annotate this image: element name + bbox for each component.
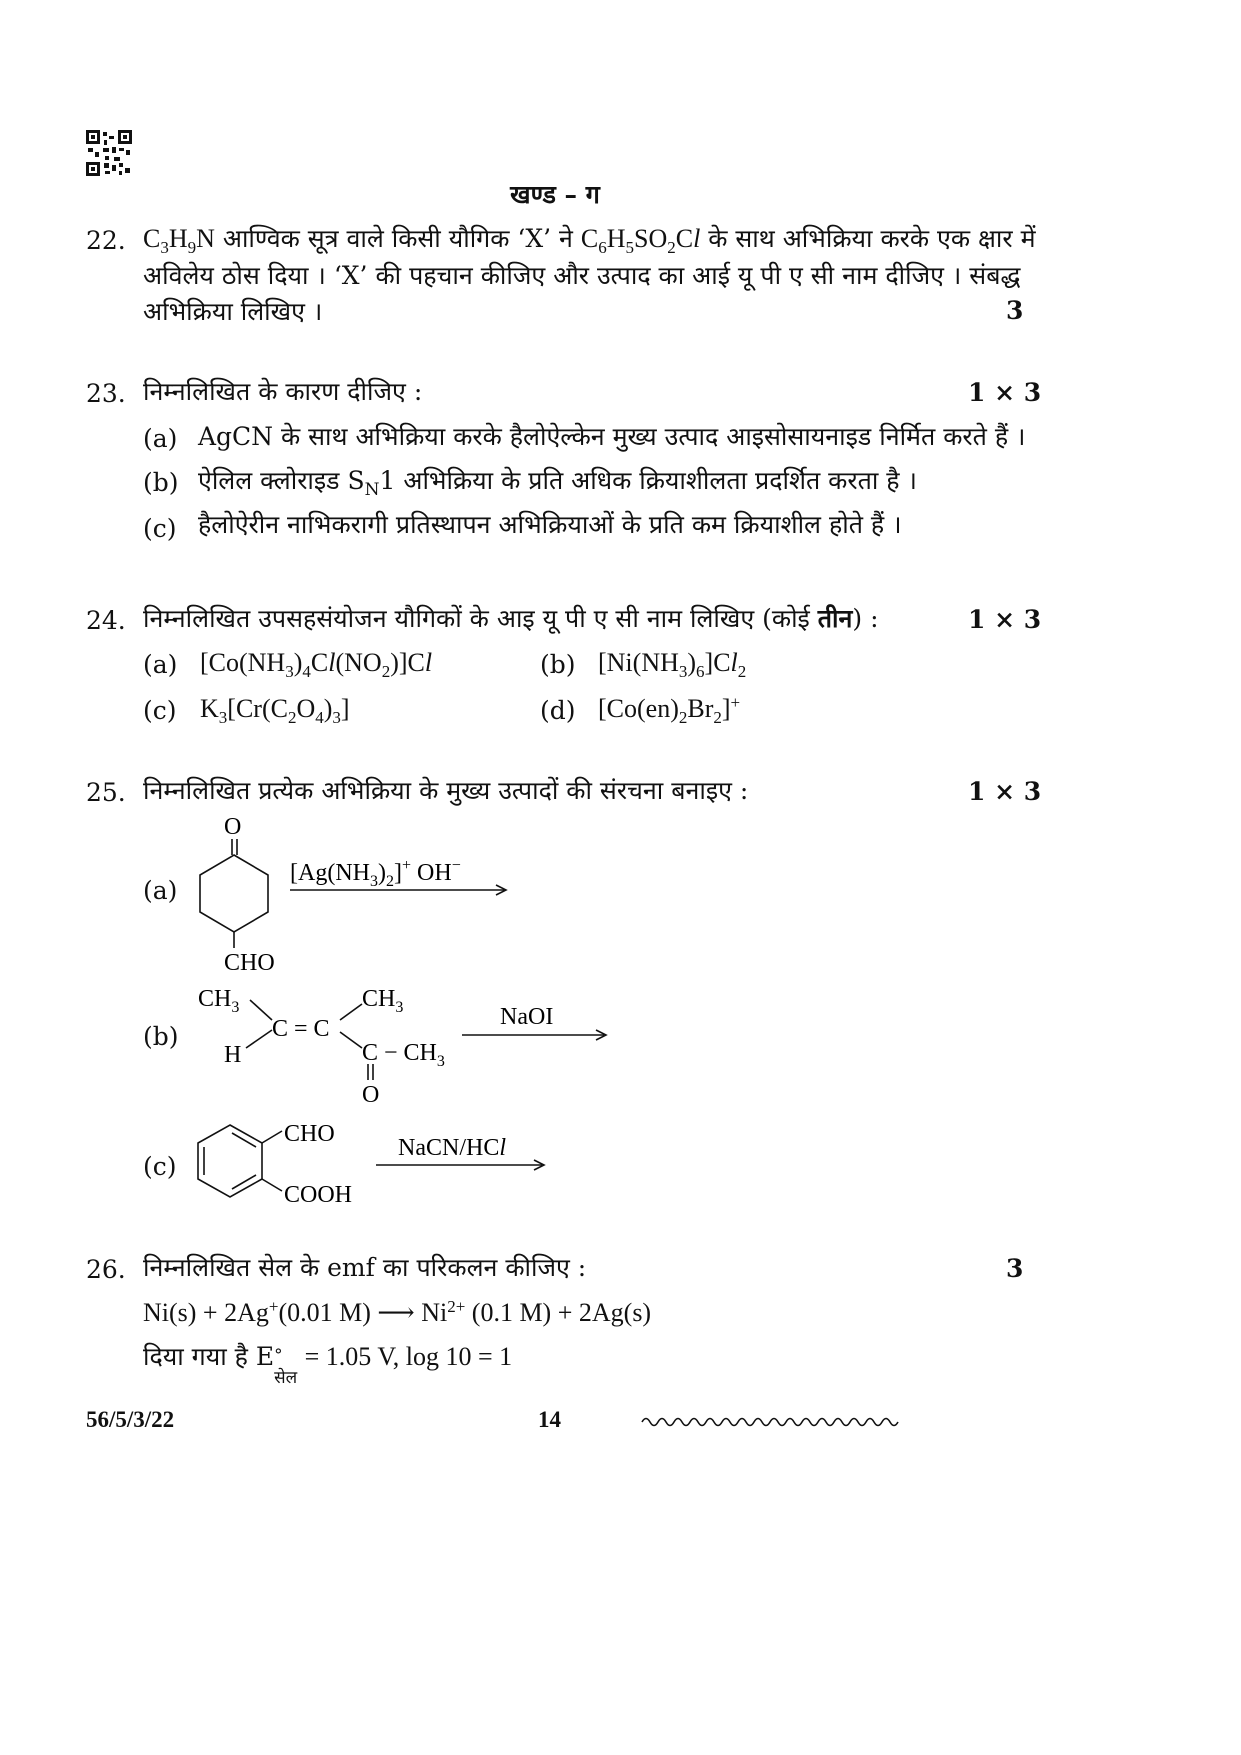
question-number-23: 23. [86,379,126,408]
marks-25: 1 × 3 [968,777,1042,806]
q25-a-aldehyde: CHO [224,950,275,976]
question-23-prompt: निम्नलिखित के कारण दीजिए : [143,377,423,406]
section-title: खण्ड – ग [510,180,600,209]
q26-given-values: दिया गया है E ° सेल = 1.05 V, log 10 = 1 [143,1342,513,1388]
qr-code [86,130,132,176]
q24-d-formula: $[Co(en)_2Br_2]^+$ [598,693,741,727]
marks-26: 3 [1006,1254,1024,1283]
question-25-prompt: निम्नलिखित प्रत्येक अभिक्रिया के मुख्य उत्पादों की संरचना बनाइए : [143,776,749,805]
q25-b-structure [190,980,620,1108]
question-22-line-1: $C_3H_9N$ आण्विक सूत्र वाले किसी यौगिक ‘X’ ने $C_6H_5SO_2Cl$ के साथ अभिक्रिया करके एक क्षार में [143,224,1036,257]
question-number-25: 25. [86,778,126,807]
question-26-prompt: निम्नलिखित सेल के emf का परिकलन कीजिए : [143,1253,587,1282]
q25-b-methyl-left: $CH_3$ [198,986,240,1016]
marks-23: 1 × 3 [968,378,1042,407]
q25-c-aldehyde: CHO [284,1121,335,1147]
q25-c-carboxyl: COOH [284,1182,353,1208]
question-22-line-3: अभिक्रिया लिखिए । [143,297,323,326]
question-number-26: 26. [86,1255,126,1284]
q24-a-formula: $[Co(NH_3)_4Cl(NO_2)]Cl$ [200,648,433,681]
question-22-line-2: अविलेय ठोस दिया । ‘X’ की पहचान कीजिए और उत्पाद का आई यू पी ए सी नाम दीजिए । संबद्ध [143,261,1021,290]
q24-a-label: (a) [143,650,178,679]
paper-code: 56/5/3/22 [86,1407,175,1432]
q25-a-reagent: $[Ag(NH_3)_2]^+$ OH− [290,857,461,890]
q24-d-label: (d) [540,696,576,725]
question-number-24: 24. [86,606,126,635]
q23-item-b-text: ऐलिल क्लोराइड $S_N1$ अभिक्रिया के प्रति अधिक क्रियाशीलता प्रदर्शित करता है । [198,466,917,500]
q23-item-a-label: (a) [143,424,178,453]
q25-b-methyl-right: $CH_3$ [362,986,404,1016]
q25-a-structure [180,812,520,977]
wavy-line-decoration [640,1414,902,1430]
q25-c-structure [190,1115,560,1215]
q25-a-oxygen: O [224,814,242,840]
q25-b-oxygen: O [362,1082,380,1108]
q25-c-label: (c) [143,1152,177,1181]
q24-c-formula: $K_3[Cr(C_2O_4)_3]$ [200,694,350,727]
q25-b-ketone: $C - CH_3$ [362,1040,445,1070]
q25-b-label: (b) [143,1022,179,1051]
q25-b-hydrogen: H [224,1042,242,1068]
q23-item-a-text: AgCN के साथ अभिक्रिया करके हैलोऐल्केन मुख्य उत्पाद आइसोसायनाइड निर्मित करते हैं । [198,422,1026,451]
marks-22: 3 [1006,296,1024,325]
q25-b-double-bond: C = C [272,1016,330,1042]
q24-b-formula: $[Ni(NH_3)_6]Cl_2$ [598,648,747,681]
q23-item-c-label: (c) [143,514,177,543]
q25-c-reagent: NaCN/HCl [398,1135,507,1161]
q25-b-reagent: NaOI [500,1004,554,1030]
q23-item-b-label: (b) [143,468,179,497]
q24-b-label: (b) [540,650,576,679]
question-24-prompt: निम्नलिखित उपसहसंयोजन यौगिकों के आइ यू पी ए सी नाम लिखिए (कोई तीन) : [143,604,879,633]
page-number: 14 [538,1407,561,1432]
q24-c-label: (c) [143,696,177,725]
question-number-22: 22. [86,226,126,255]
q26-cell-reaction: Ni(s) + 2Ag+(0.01 M) ⟶ $Ni^{2+}$ (0.1 M) + 2Ag(s) [143,1297,652,1327]
marks-24: 1 × 3 [968,605,1042,634]
q23-item-c-text: हैलोऐरीन नाभिकरागी प्रतिस्थापन अभिक्रियाओं के प्रति कम क्रियाशील होते हैं । [198,510,902,539]
q25-a-label: (a) [143,876,178,905]
